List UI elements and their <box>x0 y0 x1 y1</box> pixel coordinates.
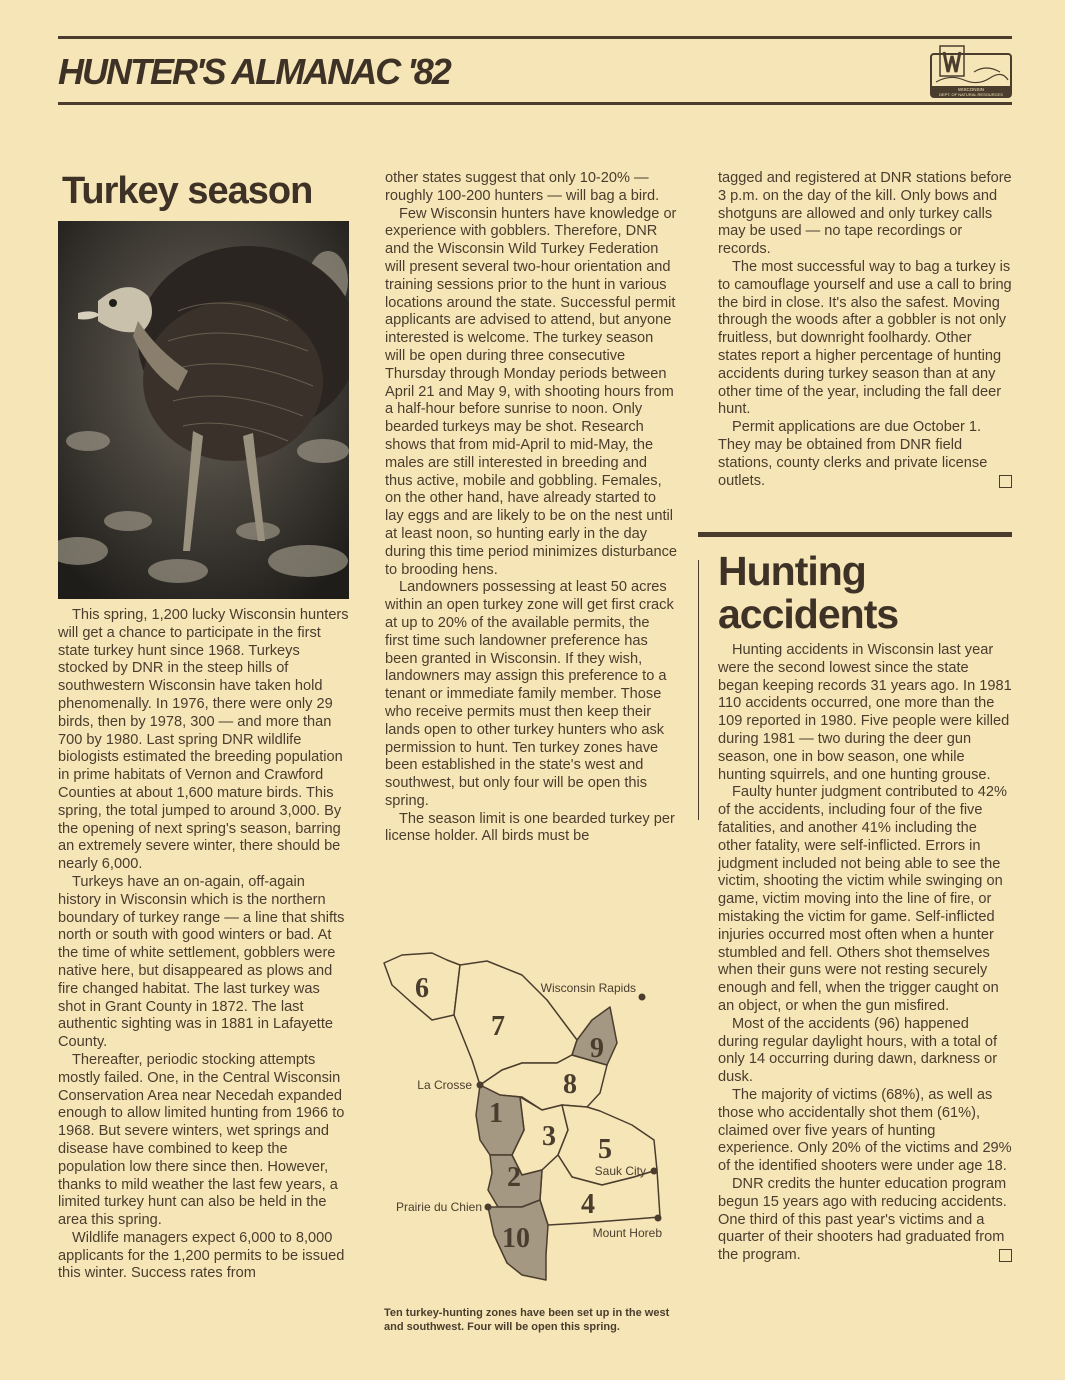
turkey-column-3 <box>718 170 1012 490</box>
zone-label-9: 9 <box>590 1033 604 1064</box>
zone-label-7: 7 <box>491 1011 505 1042</box>
zone-label-3: 3 <box>542 1121 556 1152</box>
zone-label-2: 2 <box>507 1162 521 1193</box>
zone-label-5: 5 <box>598 1134 612 1165</box>
zone-label-8: 8 <box>563 1069 577 1100</box>
turkey-column-2 <box>385 170 677 846</box>
accidents-heading-line-2: accidents <box>718 591 899 637</box>
turkey-col1-paragraph: Thereafter, periodic stocking attempts mostly failed. One, in the Central Wisconsin Conservation Area near Necedah expanded enough to allow limited hunting from 1966 to 1968. But severe winters, wet springs and disease have combined to keep the population low there since then. However, thanks to mild weather the last few years, a limited turkey hunt can also be held in the area this spring. <box>58 1051 345 1229</box>
logo-text-2: DEPT. OF NATURAL RESOURCES <box>939 92 1003 97</box>
turkey-col2-paragraph: The season limit is one bearded turkey per license holder. All birds must be <box>385 810 675 845</box>
accidents-paragraph <box>718 1176 1012 1265</box>
turkey-photo <box>58 221 349 599</box>
city-label-wisconsin-rapids: Wisconsin Rapids <box>540 981 636 995</box>
masthead-title: HUNTER'S ALMANAC '82 <box>58 51 450 92</box>
city-dot <box>477 1082 484 1089</box>
accidents-heading <box>718 550 898 636</box>
zone-label-6: 6 <box>415 973 429 1004</box>
turkey-col2-paragraph: Few Wisconsin hunters have knowledge or experience with gobblers. Therefore, DNR and the Wisconsin Wild Turkey Federation will present several two-hour orientation and training sessions prior to the hunt in various locations around the state. Successful permit applicants are advised to attend, but anyone interested is welcome. The turkey season will be open during three consecutive Thursday through Monday periods between April 21 and May 9, with shooting hours from a half-hour before sunrise to noon. Only bearded turkeys may be shot. Research shows that from mid-April to mid-May, the males are still interested in breeding and thus active, mobile and gobbling. Females, on the other hand, have already started to lay eggs and are likely to be on the nest until at least noon, so hunting early in the day during this time period minimizes disturbance to brooding hens. <box>385 205 678 578</box>
zone-label-1: 1 <box>489 1098 503 1129</box>
turkey-col3-text: Permit applications are due October 1. They may be obtained from DNR field stations, county clerks and private license outlets. <box>718 419 988 489</box>
city-label-sauk-city: Sauk City <box>594 1164 646 1178</box>
city-dot <box>655 1215 662 1222</box>
logo-text-1: WISCONSIN <box>957 87 985 92</box>
map-caption: Ten turkey-hunting zones have been set up in the west and southwest. Four will be open this spring. <box>384 1307 670 1333</box>
city-label-la-crosse: La Crosse <box>417 1078 472 1092</box>
column-rule <box>698 560 699 820</box>
city-label-mount-horeb: Mount Horeb <box>592 1226 662 1240</box>
turkey-zone-map <box>372 945 684 1310</box>
turkey-col1-paragraph: Wildlife managers expect 6,000 to 8,000 applicants for the 1,200 permits to be issued this winter. Success rates from <box>58 1229 345 1282</box>
turkey-col3-paragraph <box>718 419 1012 490</box>
accidents-paragraph: Hunting accidents in Wisconsin last year were the second lowest since the state began keeping records 31 years ago. In 1981 110 accidents occurred, one more than the 109 reported in 1980. Five people were killed during 1981 — two during the deer gun season, one in bow season, one while hunting squirrels, and one hunting grouse. <box>718 642 1012 783</box>
city-dot <box>485 1204 492 1211</box>
dnr-logo <box>930 44 1012 98</box>
accidents-heading-line-1: Hunting <box>718 548 866 594</box>
turkey-col1-paragraph: Turkeys have an on-again, off-again history in Wisconsin which is the northern boundary of turkey range — a line that shifts north or south with good winters or bad. At the time of white settlement, gobblers were native here, but disappeared as plows and fire changed habitat. The last turkey was shot in Grant County in 1872. The last authentic sighting was in 1881 in Lafayette County. <box>58 873 345 1051</box>
masthead-top-rule <box>58 36 1012 39</box>
zone-label-10: 10 <box>502 1223 530 1254</box>
turkey-col1-paragraph: This spring, 1,200 lucky Wisconsin hunters will get a chance to participate in the first state turkey hunt since 1968. Turkeys stocked by DNR in the steep hills of southwestern Wisconsin have taken hold phenomenally. In 1976, there were only 29 birds, then by 1978, 300 — and more than 700 by 1980. Last spring DNR wildlife biologists estimated the breeding population in prime habitats of Vernon and Crawford Counties at about 1,600 mature birds. This spring, the total jumped to around 3,000. By the opening of next spring's season, barring an extremely severe winter, there should be nearly 6,000. <box>58 607 349 873</box>
accidents-paragraph: Most of the accidents (96) happened during regular daylight hours, with a total of only 14 occurring during dawn, darkness or dusk. <box>718 1015 998 1086</box>
turkey-col2-paragraph: Landowners possessing at least 50 acres within an open turkey zone will get first crack at up to 20% of the available permits, the first time such landowner preference has been granted in Wisconsin. If they wish, landowners may assign this preference to a tenant or immediate family member. Those who receive permits must then keep their lands open to other turkey hunters who ask permission to hunt. Ten turkey zones have been established in the state's west and southwest, but only four will be open this spring. <box>385 579 674 809</box>
masthead-bottom-rule <box>58 102 1012 105</box>
section-divider <box>698 532 1012 537</box>
turkey-column-1 <box>58 607 350 1283</box>
city-label-prairie-du-chien: Prairie du Chien <box>395 1200 482 1214</box>
accidents-last-text: DNR credits the hunter education program begun 15 years ago with reducing accidents. One third of this past year's victims and a quarter of their shooters had graduated from the program. <box>718 1175 1007 1264</box>
end-of-article-box <box>999 1249 1012 1262</box>
end-of-article-box <box>999 475 1012 488</box>
turkey-col3-paragraph: tagged and registered at DNR stations before 3 p.m. on the day of the kill. Only bows and shotguns are allowed and only turkey calls may be used — no tape recordings or records. <box>718 170 1012 258</box>
zone-label-4: 4 <box>581 1189 595 1220</box>
accidents-column <box>718 642 1012 1265</box>
accidents-paragraph: Faulty hunter judgment contributed to 42% of the accidents, including four of the five fatalities, and another 41% including the other fatality, were self-inflicted. Errors in judgment included not being able to see the victim, shooting the victim while swinging on game, victim moving into the line of fire, or mistaking the victim for game. Self-inflicted injuries occurred most often when a hunter stumbled and fell. Others shot themselves when their guns were not resting securely enough and fell, when the trigger caught on an object, or when the gun misfired. <box>718 784 1008 1014</box>
city-dot <box>639 994 646 1001</box>
turkey-heading: Turkey season <box>62 170 313 212</box>
turkey-col2-paragraph: other states suggest that only 10-20% — roughly 100-200 hunters — will bag a bird. <box>385 170 660 204</box>
city-dot <box>651 1168 658 1175</box>
accidents-paragraph: The majority of victims (68%), as well as those who accidentally shot them (61%), claimed over five years of hunting experience. Only 20% of the victims and 29% of the identified shooters were under age 18. <box>718 1086 1012 1175</box>
turkey-col3-paragraph: The most successful way to bag a turkey is to camouflage yourself and use a call to bring the bird in close. It's also the safest. Moving through the woods after a gobbler is not only fruitless, but downright foolhardy. Other states report a higher percentage of hunting accidents during turkey season than at any other time of the year, including the fall deer hunt. <box>718 258 1012 418</box>
